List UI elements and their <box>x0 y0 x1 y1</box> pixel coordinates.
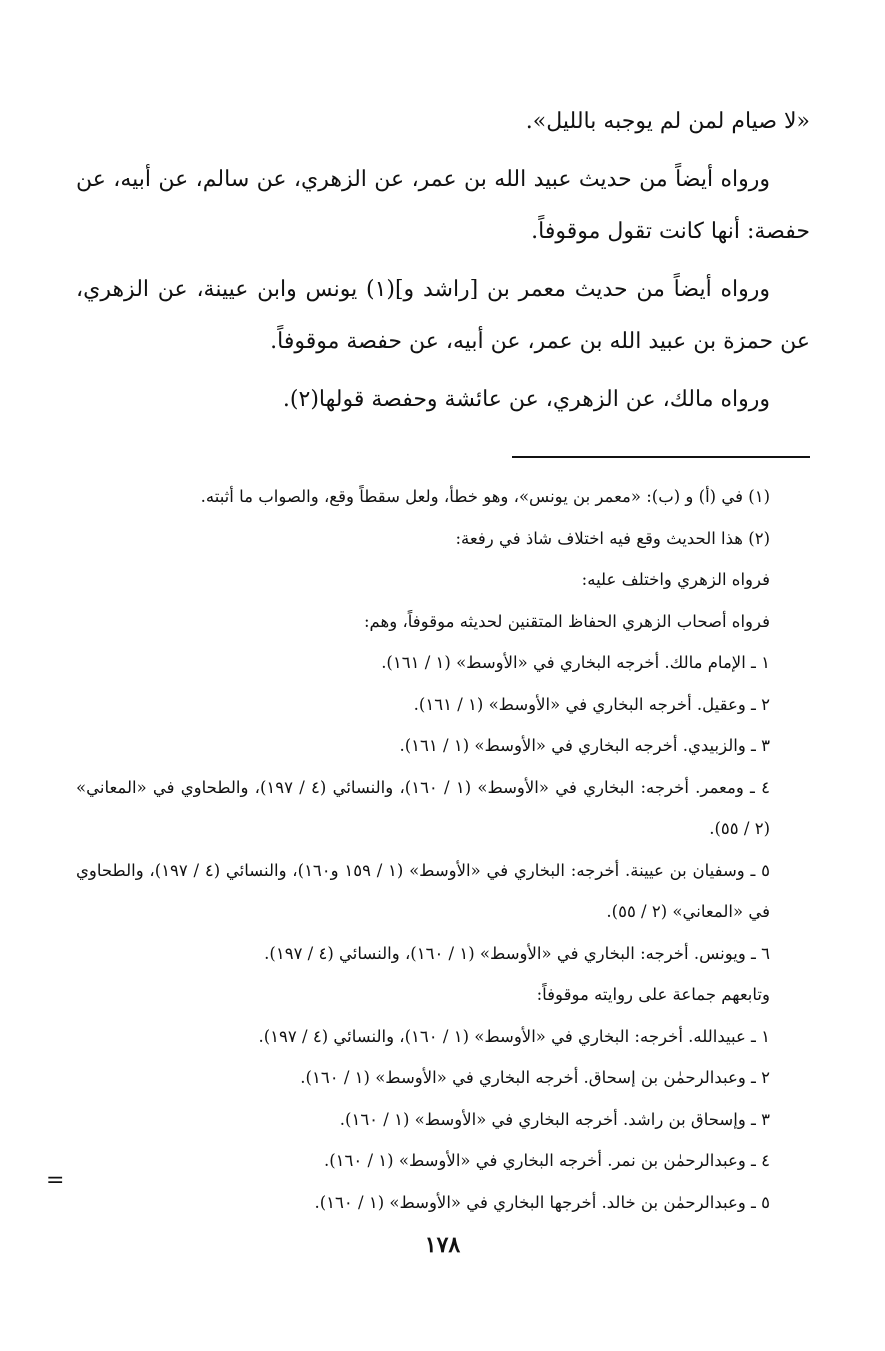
footnote-list-item: ٤ ـ ومعمر. أخرجه: البخاري في «الأوسط» (١ / ١٦٠)، والنسائي (٤ / ١٩٧)، والطحاوي في «المعاني» (٢ / ٥٥). <box>76 777 770 838</box>
footnote-list-item: ١ ـ الإمام مالك. أخرجه البخاري في «الأوسط» (١ / ١٦١). <box>381 653 770 672</box>
main-paragraph-4: ورواه مالك، عن الزهري، عن عائشة وحفصة قولها(٢). <box>282 387 770 412</box>
footnote-list-item: ٢ ـ وعقيل. أخرجه البخاري في «الأوسط» (١ / ١٦١). <box>413 694 770 714</box>
footnote-list-item: ٢ ـ وعبدالرحمٰن بن إسحاق. أخرجه البخاري في «الأوسط» (١ / ١٦٠). <box>300 1068 770 1087</box>
main-paragraph-2: ورواه أيضاً من حديث عبيد الله بن عمر، عن الزهري، عن سالم، عن أبيه، عن حفصة: أنها كانت تقول موقوفاً. <box>76 167 810 244</box>
footnote-separator-wrap <box>76 426 810 476</box>
footnote-list-item: ٥ ـ وعبدالرحمٰن بن خالد. أخرجها البخاري في «الأوسط» (١ / ١٦٠). <box>314 1192 770 1212</box>
main-paragraph-3: ورواه أيضاً من حديث معمر بن [راشد و](١) يونس وابن عيينة، عن الزهري، عن حمزة بن عبيد الله بن عمر، عن أبيه، عن حفصة موقوفاً. <box>76 277 810 354</box>
footnote-line: فرواه أصحاب الزهري الحفاظ المتقنين لحديثه موقوفاً، وهم: <box>363 611 770 631</box>
footnote-separator <box>512 456 810 458</box>
footnote-line: وتابعهم جماعة على روايته موقوفاً: <box>536 985 770 1004</box>
footnote-1: (١) في (أ) و (ب): «معمر بن يونس»، وهو خطأ، ولعل سقطاً وقع، والصواب ما أثبته. <box>200 487 770 506</box>
page-body <box>76 96 810 1223</box>
footnote-list-item: ٣ ـ وإسحاق بن راشد. أخرجه البخاري في «الأوسط» (١ / ١٦٠). <box>339 1109 770 1129</box>
footnote-list-item: ٣ ـ والزبيدي. أخرجه البخاري في «الأوسط» (١ / ١٦١). <box>399 736 770 755</box>
footnote-2: (٢) هذا الحديث وقع فيه اختلاف شاذ في رفعة: <box>455 528 770 548</box>
footnote-list-item: ٥ ـ وسفيان بن عيينة. أخرجه: البخاري في «الأوسط» (١ / ١٥٩ و١٦٠)، والنسائي (٤ / ١٩٧)، والطحاوي في «المعاني» (٢ / ٥٥). <box>76 860 770 921</box>
page-number: ١٧٨ <box>424 1232 461 1258</box>
main-text <box>76 96 810 426</box>
continuation-mark: = <box>46 1168 65 1193</box>
footnotes <box>76 476 810 1223</box>
footnote-list-item: ٤ ـ وعبدالرحمٰن بن نمر. أخرجه البخاري في «الأوسط» (١ / ١٦٠). <box>323 1151 770 1170</box>
footnote-line: فرواه الزهري واختلف عليه: <box>581 570 770 589</box>
footnote-list-item: ١ ـ عبيدالله. أخرجه: البخاري في «الأوسط» (١ / ١٦٠)، والنسائي (٤ / ١٩٧). <box>258 1026 770 1046</box>
footnote-list-item: ٦ ـ ويونس. أخرجه: البخاري في «الأوسط» (١ / ١٦٠)، والنسائي (٤ / ١٩٧). <box>264 943 770 963</box>
main-paragraph-1: «لا صيام لمن لم يوجبه بالليل». <box>525 109 810 134</box>
